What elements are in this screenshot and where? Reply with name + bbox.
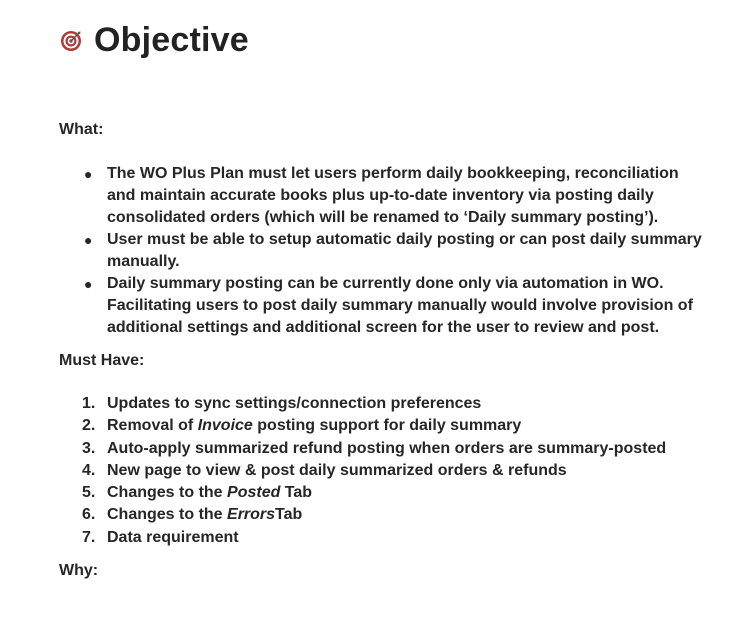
- item-text: Data requirement: [107, 528, 239, 546]
- item-text: Auto-apply summarized refund posting when orders are summary-posted: [107, 439, 667, 457]
- item-number: 6.: [82, 506, 96, 524]
- list-item: [82, 229, 702, 273]
- item-number: 4.: [82, 461, 96, 479]
- bullet-text: User must be able to setup automatic daily posting or can post daily summary manually.: [107, 231, 702, 270]
- target-icon: [60, 30, 82, 52]
- what-bullet-list: [82, 163, 702, 339]
- bullet-icon: ●: [84, 166, 93, 182]
- item-text: Updates to sync settings/connection preferences: [107, 395, 482, 412]
- item-number: 2.: [82, 417, 96, 435]
- item-number: 1.: [82, 395, 96, 412]
- item-text-italic: Posted: [227, 484, 281, 502]
- list-item: [82, 163, 702, 229]
- item-text: Changes to the: [107, 484, 228, 502]
- title-row: [60, 20, 249, 60]
- why-label: Why:: [59, 562, 99, 579]
- bullet-text: Daily summary posting can be currently done only via automation in WO. Facilitating users to post daily summary manually would involve provision of additional settings and additional screen for the user to review and post.: [107, 275, 693, 336]
- list-item: [82, 527, 702, 549]
- item-number: 7.: [82, 528, 96, 546]
- list-item: [82, 393, 702, 415]
- bullet-text: The WO Plus Plan must let users perform daily bookkeeping, reconciliation and maintain accurate books plus up-to-date inventory via posting daily consolidated orders (which will be renamed to ‘Daily summary posting’).: [107, 165, 679, 226]
- list-item: [82, 504, 702, 526]
- item-text-after: posting support for daily summary: [252, 417, 522, 435]
- list-item: [82, 460, 702, 482]
- list-item: [82, 482, 702, 504]
- bullet-icon: ●: [84, 232, 93, 248]
- item-text-italic: Invoice: [197, 417, 253, 435]
- page-title: Objective: [94, 20, 249, 59]
- item-number: 5.: [82, 484, 96, 502]
- must-have-label: Must Have:: [59, 352, 145, 369]
- bullet-icon: ●: [84, 276, 93, 292]
- list-item: [82, 438, 702, 460]
- item-text-italic: Errors: [227, 506, 276, 524]
- item-text-after: Tab: [275, 506, 303, 524]
- list-item: [82, 273, 702, 339]
- what-label: What:: [59, 121, 104, 138]
- list-item: [82, 415, 702, 437]
- item-text: Removal of: [107, 417, 198, 435]
- item-text: Changes to the: [107, 506, 228, 524]
- item-number: 3.: [82, 439, 96, 457]
- item-text-after: Tab: [280, 484, 313, 502]
- must-have-list: [82, 393, 702, 549]
- item-text: New page to view & post daily summarized orders & refunds: [107, 461, 567, 479]
